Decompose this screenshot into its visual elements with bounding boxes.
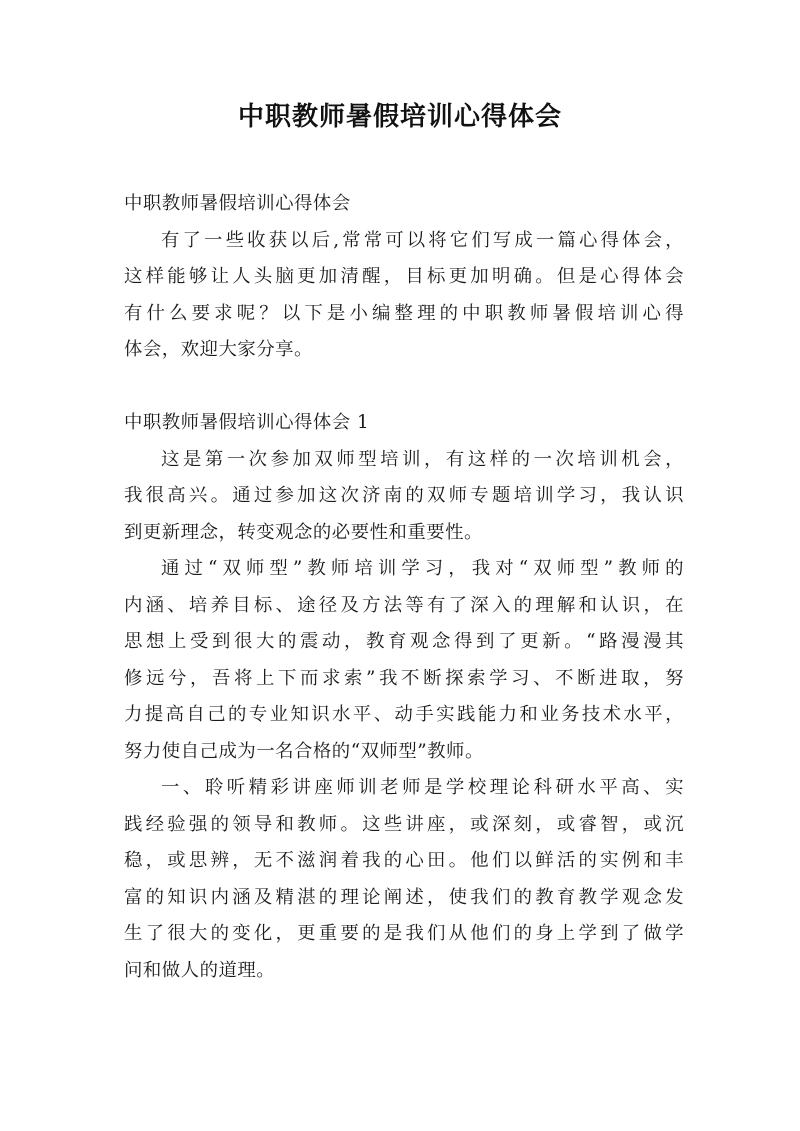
paragraph-1	[124, 442, 684, 552]
paragraph-line: 一、聆听精彩讲座师训老师是学校理论科研水平高、实	[161, 777, 684, 798]
paragraph-line: 问和做人的道理。	[124, 959, 276, 981]
section-heading-1: 中职教师暑假培训心得体会 1	[124, 412, 370, 433]
page-title: 中职教师暑假培训心得体会	[237, 102, 562, 132]
paragraph-line: 践经验强的领导和教师。这些讲座，或深刻，或睿智，或沉	[124, 813, 684, 835]
paragraph-line: 我很高兴。通过参加这次济南的双师专题培训学习，我认识	[124, 485, 684, 506]
paragraph-line: 这是第一次参加双师型培训，有这样的一次培训机会，	[161, 448, 684, 470]
section-heading-main: 中职教师暑假培训心得体会	[124, 193, 351, 214]
paragraph-line: 生了很大的变化，更重要的是我们从他们的身上学到了做学	[124, 923, 684, 944]
paragraph-2	[124, 551, 684, 770]
paragraph-line: 到更新理念，转变观念的必要性和重要性。	[124, 521, 483, 543]
paragraph-line: 修远兮，吾将上下而求索”我不断探索学习、不断进取，努	[124, 667, 684, 689]
intro-line: 这样能够让人头脑更加清醒，目标更加明确。但是心得体会	[124, 266, 684, 287]
blank-line	[124, 369, 684, 406]
paragraph-line: 内涵、培养目标、途径及方法等有了深入的理解和认识，在	[124, 594, 684, 616]
intro-line: 有什么要求呢？以下是小编整理的中职教师暑假培训心得	[124, 302, 684, 324]
paragraph-line: 通过“双师型”教师培训学习，我对“双师型”教师的	[161, 558, 684, 579]
paragraph-3	[124, 770, 684, 989]
paragraph-line: 富的知识内涵及精湛的理论阐述，使我们的教育教学观念发	[124, 886, 684, 908]
paragraph-line: 努力使自己成为一名合格的“双师型”教师。	[124, 740, 484, 762]
intro-paragraph	[124, 223, 684, 369]
document-body	[124, 186, 684, 989]
intro-line: 体会，欢迎大家分享。	[124, 339, 313, 360]
paragraph-line: 力提高自己的专业知识水平、动手实践能力和业务技术水平，	[124, 704, 684, 725]
paragraph-line: 思想上受到很大的震动，教育观念得到了更新。“路漫漫其	[124, 631, 684, 652]
paragraph-line: 稳，或思辨，无不滋润着我的心田。他们以鲜活的实例和丰	[124, 850, 684, 871]
intro-line: 有了一些收获以后,常常可以将它们写成一篇心得体会，	[161, 229, 684, 251]
